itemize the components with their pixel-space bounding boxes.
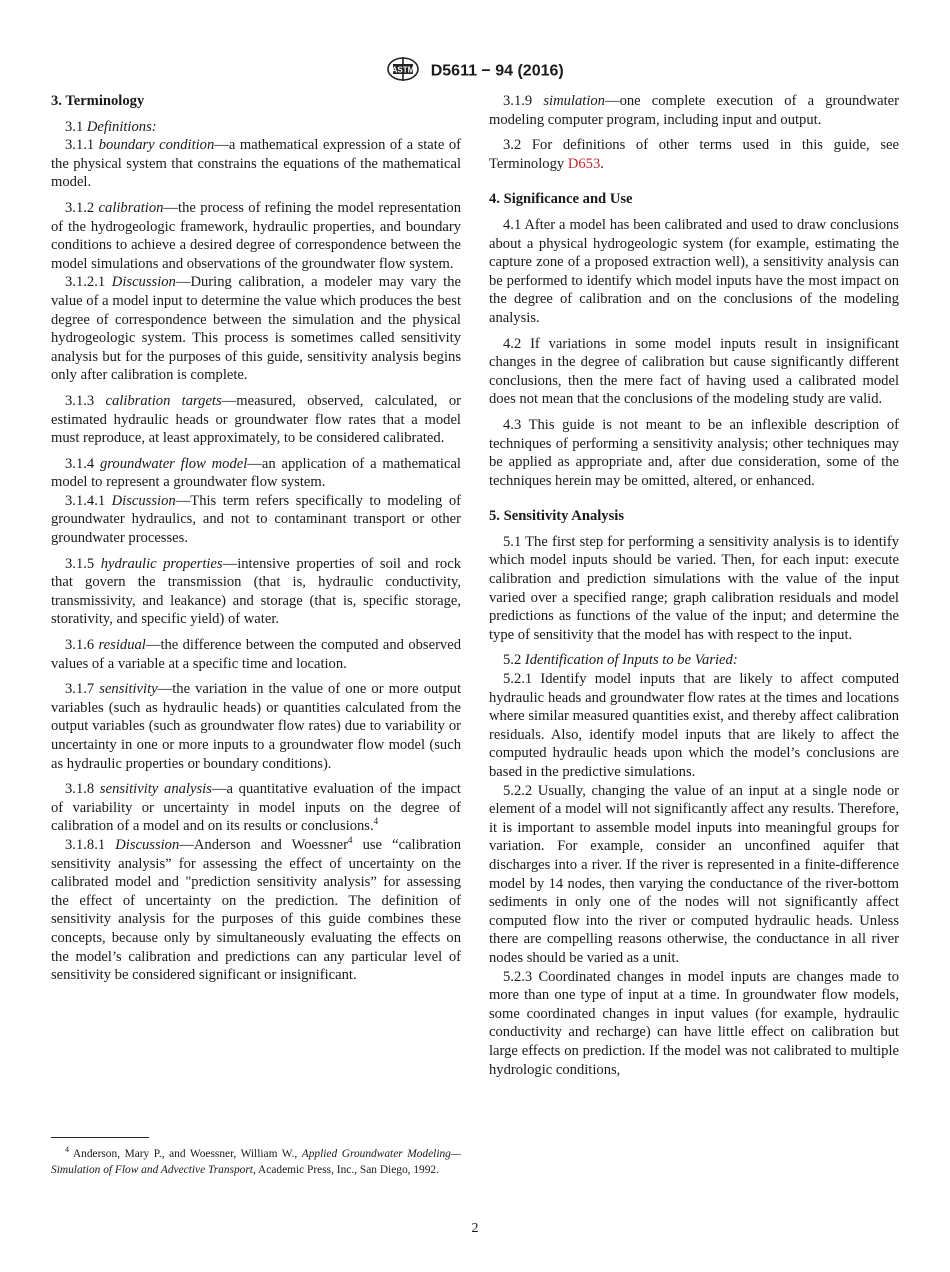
para-3-1-8: 3.1.8 sensitivity analysis—a quantitative evaluation of the impact of variability or uncertainty in model inputs on the degree of calibration of a model and on its results or conclusions.$^4$ [51,781,461,835]
para-3-2: 3.2 For definitions of other terms used in this guide, see Terminology D653. [489,137,899,172]
para-3-1-3: 3.1.3 calibration targets—measured, observed, calculated, or estimated hydraulic heads or groundwater flow rates that a model must reproduce, at least approximately, to be considered calibrated. [51,392,461,447]
para-4-2: 4.2 If variations in some model inputs result in insignificant changes in the degree of calibration but cause significantly different conclusions, then the mere fact of having used a calibrated model does not mean that the conclusions of the modeling study are valid. [489,335,899,408]
para-3-1-7: 3.1.7 sensitivity—the variation in the value of one or more output variables (such as hydraulic heads) or quantities calculated from the output variables (such as groundwater flow rates) due to variability or uncertainty in one or more inputs to a groundwater flow model (such as hydraulic properties or boundary conditions). [51,681,462,772]
para-3-1-1: 3.1.1 boundary condition—a mathematical expression of a state of the physical system that constrains the equations of the mathematical model. [51,137,461,191]
footnote-ref: 4 [373,816,379,827]
para-5-2-3: 5.2.3 Coordinated changes in model inputs are changes made to more than one type of input at a time. In groundwater flow models, some coordinated changes in input values (for example, hydraulic conductivity and recharge) can have little effect on calibration but large effects on prediction. If the model was not calibrated to multiple hydrologic conditions, [489,968,899,1078]
para-4-1: 4.1 After a model has been calibrated and used to draw conclusions about a physical hydrogeologic system (for example, estimating the capture zone of a proposed extraction well), a sensitivity analysis can be performed to identify which model inputs have the most impact on the degree of calibration and on the conclusions of the modeling analysis. [489,216,899,326]
right-column [489,92,899,1079]
page-number: 2 [471,1221,479,1236]
para-5-2-2: 5.2.2 Usually, changing the value of an input at a single node or element of a model will not significantly affect any results. Therefore, it is important to assemble model inputs into meaningful groups for variation. For example, consider an unconfined aquifer that discharges into a river. If the river is represented in a finite-difference model by 14 nodes, then varying the conductance of the river-bottom sediments in only one of the nodes will not significantly affect computed flow into the river or computed hydraulic heads. Unless there are compelling reasons otherwise, the conductance in all river nodes should be varied as a unit. [489,782,899,966]
para-3-1-4-1: 3.1.4.1 Discussion—This term refers specifically to modeling of groundwater hydraulics, and not to contaminant transport or other groundwater processes. [51,492,461,547]
para-4-3: 4.3 This guide is not meant to be an inflexible description of techniques of performing a sensitivity analysis; other techniques may be applied as appropriate and, after due consideration, some of the techniques herein may be omitted, altered, or enhanced. [489,416,899,489]
left-column [51,92,461,985]
para-5-1: 5.1 The first step for performing a sensitivity analysis is to identify which model inputs should be varied. Then, for each input: execute calibration and prediction simulations with the value of the input varied over a specified range; graph calibration residuals and model predictions as functions of the value of the input; and determine the type of sensitivity that the model has with respect to the input. [489,533,899,643]
footnote: $^4$ Anderson, Mary P., and Woessner, William W., Applied Groundwater Modeling—Simulation of Flow and Advective Transport, Academic Press, Inc., San Diego, 1992. [51,1145,462,1177]
terminology-link[interactable]: D653 [567,155,601,172]
page-header [0,56,950,87]
para-3-1-8-1: 3.1.8.1 Discussion—Anderson and Woessner$^4$ use “calibration sensitivity analysis” for assessing the effect of uncertainty on the calibrated model and "prediction sensitivity analysis” for assessing the effect of uncertainty on the prediction. The definition of sensitivity analysis for the purposes of this guide combines these concepts, because only by simultaneously evaluating the effects on the model’s calibration and predictions can any particular level of sensitivity be considered significant or insignificant. [51,835,461,984]
para-3-1-6: 3.1.6 residual—the difference between the computed and observed values of a variable at a specific time and location. [51,637,461,672]
para-5-2-1: 5.2.1 Identify model inputs that are likely to affect computed hydraulic heads and groundwater flow rates at the times and locations where similar measured quantities exist, and thereby affect calibration residuals. Also, identify model inputs that are likely to affect the computed hydraulic heads upon which the model’s conclusions are based in the predictive simulations. [489,671,899,780]
section-5-heading: 5. Sensitivity Analysis [489,508,625,525]
svg-text:ASTM: ASTM [391,65,415,75]
document-designation: D5611 − 94 (2016) [430,62,564,80]
footnote-divider [51,1137,149,1138]
para-3-1: 3.1 Definitions: [65,118,157,135]
para-3-1-2: 3.1.2 calibration—the process of refining the model representation of the hydrogeologic framework, hydraulic properties, and boundary conditions to achieve a desired degree of correspondence between the model simulations and observations of the groundwater flow system. [51,199,462,272]
para-3-1-5: 3.1.5 hydraulic properties—intensive properties of soil and rock that govern the transmission (that is, hydraulic conductivity, transmissivity, and leakance) and storage (that is, specific storage, storativity, and specific yield) of water. [51,555,462,628]
section-4-heading: 4. Significance and Use [489,191,633,208]
para-3-1-2-1: 3.1.2.1 Discussion—During calibration, a modeler may vary the value of a model input to determine the value which produces the best degree of correspondence between the simulation and the physical hydrogeologic system. This process is sometimes called sensitivity analysis but for the purposes of this guide, sensitivity analysis begins only after calibration is complete. [51,274,461,384]
para-5-2: 5.2 Identification of Inputs to be Varied: [503,652,738,669]
astm-logo-icon [386,56,420,87]
footnote-ref: 4 [347,835,353,846]
section-3-heading: 3. Terminology [51,93,145,109]
para-3-1-9: 3.1.9 simulation—one complete execution of a groundwater modeling computer program, including input and output. [489,93,899,128]
para-3-1-4: 3.1.4 groundwater flow model—an application of a mathematical model to represent a groundwater flow system. [51,455,461,491]
